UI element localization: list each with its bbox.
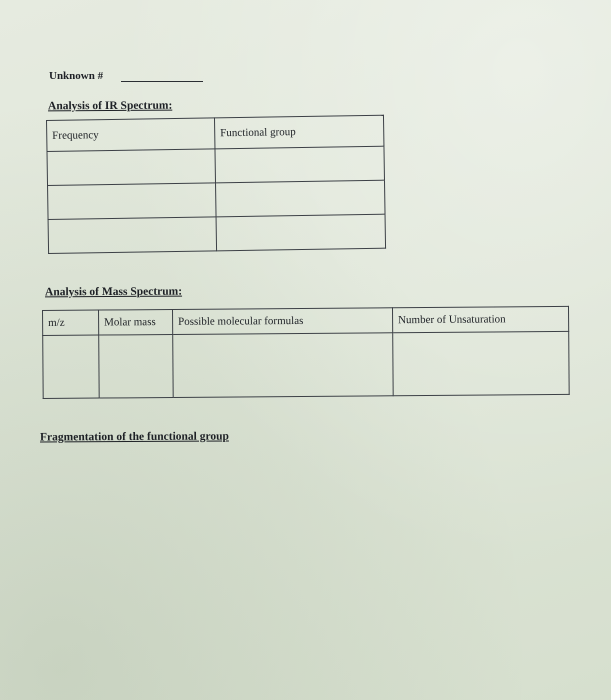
- ir-cell-functional-group[interactable]: [215, 146, 385, 183]
- mass-header-unsaturation: Number of Unsaturation: [392, 306, 568, 332]
- ir-cell-functional-group[interactable]: [216, 180, 386, 217]
- ir-cell-functional-group[interactable]: [216, 214, 386, 251]
- ir-table-row: [47, 146, 384, 185]
- mass-header-molecular-formulas: Possible molecular formulas: [172, 308, 392, 335]
- ir-section-heading: Analysis of IR Spectrum:: [47, 99, 173, 113]
- unknown-number-line: [49, 70, 203, 82]
- mass-header-mz: m/z: [43, 310, 99, 335]
- ir-table-row: [48, 180, 385, 219]
- ir-analysis-table: [46, 115, 386, 254]
- unknown-number-blank[interactable]: [121, 71, 203, 82]
- fragmentation-section-heading: Fragmentation of the functional group: [39, 430, 229, 444]
- mass-cell-molar-mass[interactable]: [99, 334, 173, 398]
- mass-cell-unsaturation[interactable]: [393, 331, 569, 395]
- unknown-label: Unknown #: [49, 70, 104, 82]
- ir-cell-frequency[interactable]: [47, 149, 216, 186]
- ir-cell-frequency[interactable]: [48, 183, 217, 220]
- mass-section-heading: Analysis of Mass Spectrum:: [44, 285, 183, 299]
- ir-header-frequency: Frequency: [47, 118, 215, 152]
- ir-header-functional-group: Functional group: [214, 115, 383, 149]
- mass-analysis-table: [42, 306, 570, 399]
- ir-table-row: [48, 214, 385, 253]
- mass-table-row: [43, 331, 569, 398]
- mass-cell-molecular-formulas[interactable]: [173, 333, 393, 398]
- mass-cell-mz[interactable]: [43, 335, 99, 398]
- mass-header-molar-mass: Molar mass: [99, 309, 173, 335]
- ir-cell-frequency[interactable]: [48, 217, 217, 254]
